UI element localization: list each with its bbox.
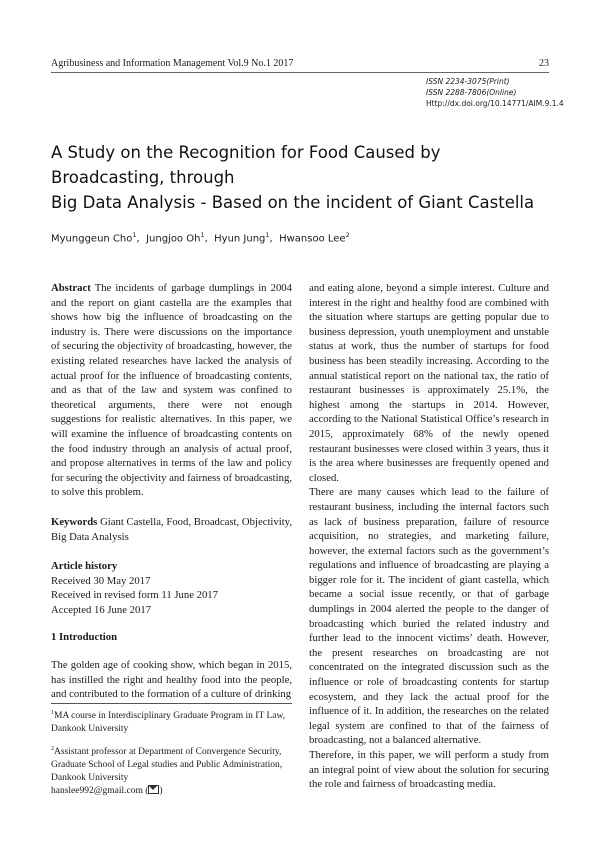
left-column (51, 281, 292, 702)
accepted-date: Accepted 16 June 2017 (51, 603, 152, 616)
footnote-1-text: MA course in Interdisciplinary Graduate Program in IT Law, Dankook University (51, 711, 286, 735)
paper-title (51, 140, 556, 215)
article-history (51, 559, 292, 617)
footnote-mark: 1 (51, 710, 54, 716)
abstract-label: Abstract (51, 282, 91, 294)
section-heading: 1 Introduction (51, 631, 118, 644)
intro-paragraph-1: The golden age of cooking show, which began in 2015, has instilled the right and healthy food into the people, and contributed to the formation of a culture of drinking (51, 659, 292, 701)
revised-date: Received in revised form 11 June 2017 (51, 589, 218, 602)
issn-print: ISSN 2234-3075(Print) (426, 77, 510, 86)
intro-paragraph-3: Therefore, in this paper, we will perform a study from an integral point of view about the solution for securing the role and fairness of broadcasting media. (309, 749, 549, 791)
author-list: Myunggeun Cho$^1$, Jungjoo Oh$^1$, Hyun Jung$^1$, Hwansoo Lee$^2$ (51, 231, 350, 245)
email-link[interactable]: hanslee992@gmail.com (51, 786, 143, 797)
footnote-2-text: Assistant professor at Department of Convergence Security, Graduate School of Legal studies and Public Administration, Dankook University (51, 746, 283, 784)
article-history-label: Article history (51, 560, 118, 573)
right-column (309, 281, 549, 792)
header-rule (51, 72, 549, 73)
title-line-1: A Study on the Recognition for Food Caused by Broadcasting, through (51, 143, 441, 187)
abstract (51, 281, 292, 500)
author-name: Myunggeun Cho (51, 233, 133, 245)
intro-paragraph-2: There are many causes which lead to the failure of restaurant business, including the internal factors such as lack of business preparation, failure of resource acquisition, no strategies, and marketing failure, however, the external factors such as the government’s regulations and influence of broadcasting are playing a bigger role for it. The incident of giant castella, which became a social issue recently, or that of garbage dumplings in 2004 alerted the people to the danger of broadcasting which buried the related industry and further lead to the innocent victims’ death. However, the present researches on broadcasting are not concentrated on the integrated discussion such as the influence or role of broadcasting contents for startup ecosystem, and they lack the actual proof for the influence of it. In addition, the researches on the related legal system are confined to that of the fairness of broadcasting, not a balanced alternative. (309, 486, 549, 747)
keywords (51, 515, 292, 544)
intro-paragraph-1-continued: and eating alone, beyond a simple interest. Culture and interest in the right and healthy food are combined with the situation where startups are getting popular due to business depression, youth unemployment and unstable status at work, thus the number of startups for food business has been steadily increasing. According to the annual statistical report on the national tax, the ratio of restaurant businesses is approximately 25.1%, the highest among the startups in 2014. However, according to the National Statistical Office’s research in 2015, approximately 68% of the newly opened restaurant businesses were closed within 3 years, thus it is the area where businesses are frequently opened and closed. (309, 282, 549, 484)
author-name: Jungjoo Oh (146, 233, 201, 245)
footnote-rule (51, 703, 292, 704)
doi-link[interactable]: Http://dx.doi.org/10.14771/AIM.9.1.4 (426, 99, 564, 108)
author-name: Hyun Jung (214, 233, 266, 245)
author-affiliation-mark: 1 (265, 231, 270, 239)
issn-block (426, 76, 564, 109)
abstract-text: The incidents of garbage dumplings in 2004 and the report on giant castella are the examples that shows how big the influence of broadcasting on the industry is. There were discussions on the importance of securing the objectivity of broadcasting, however, the existing related researches have lacked the analysis of actual proof for the influence of broadcasting contents, and as that of the law and system was confined to theoretical arguments, there were not enough suggestions for realistic alternatives. In this paper, we will examine the influence of broadcasting contents on the food industry through an analysis of actual proof, and propose alternatives in terms of the law and policy for securing the objectivity and fairness of broadcasting, to solve this problem. (51, 282, 292, 499)
footnotes (51, 707, 292, 805)
footnote-mark: 2 (51, 745, 54, 752)
author-affiliation-mark: 1 (200, 231, 205, 239)
author-affiliation-mark: 2 (345, 231, 350, 239)
keywords-text: Giant Castella, Food, Broadcast, Objectivity, Big Data Analysis (51, 515, 292, 543)
footnote-1 (51, 707, 292, 737)
envelope-icon (148, 785, 159, 794)
issn-online: ISSN 2288-7806(Online) (426, 88, 517, 97)
keywords-label: Keywords (51, 515, 98, 528)
page-number: 23 (539, 58, 549, 69)
footnote-2: $^2$Assistant professor at Department of Convergence Security, Graduate School of Legal studies and Public Administration, Dankook University hanslee992@gmail.com ( ) (51, 745, 283, 797)
received-date: Received 30 May 2017 (51, 574, 151, 587)
author-name: Hwansoo Lee (279, 233, 346, 245)
title-line-2: Big Data Analysis - Based on the incident of Giant Castella (51, 193, 535, 212)
journal-name: Agribusiness and Information Management Vol.9 No.1 2017 (51, 58, 294, 69)
author-affiliation-mark: 1 (132, 231, 137, 239)
